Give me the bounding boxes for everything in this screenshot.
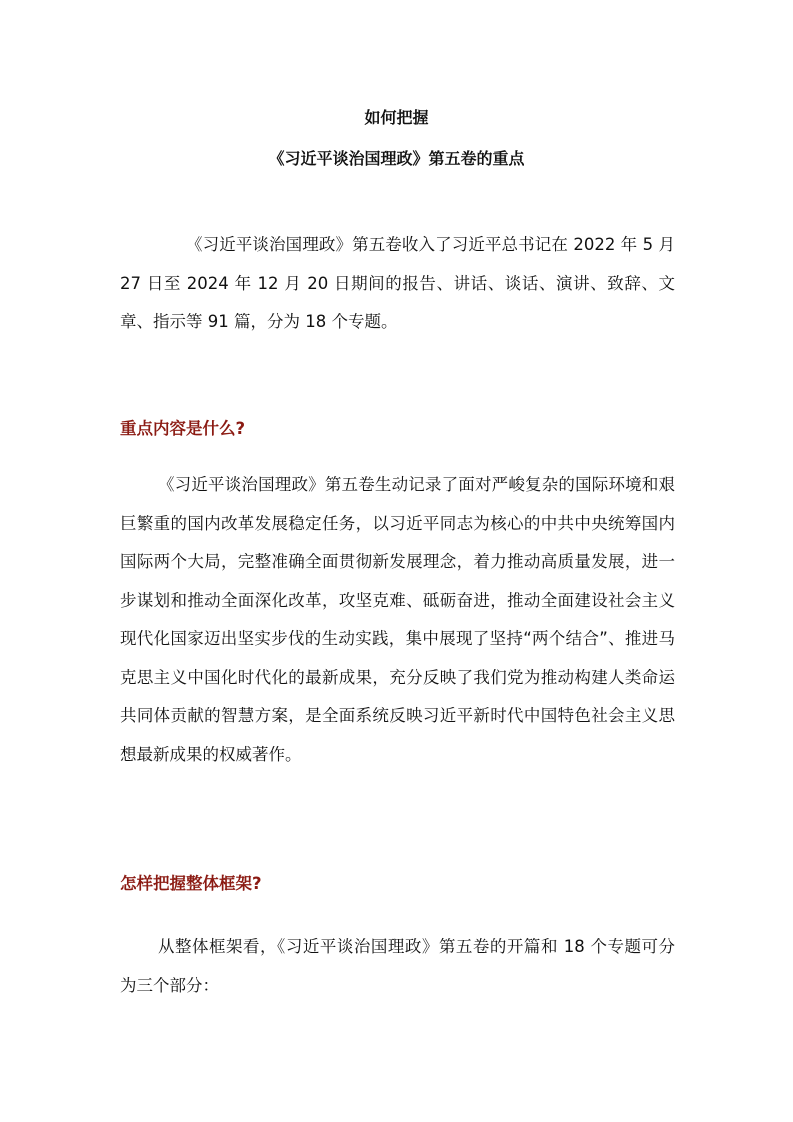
section-paragraph-framework: 从整体框架看，《习近平谈治国理政》第五卷的开篇和 18 个专题可分为三个部分： xyxy=(120,937,675,995)
section-paragraph-key-content: 《习近平谈治国理政》第五卷生动记录了面对严峻复杂的国际环境和艰巨繁重的国内改革发展稳定任务，以习近平同志为核心的中共中央统筹国内国际两个大局，完整准确全面贯彻新发展理念，着力推动高质量发展，进一步谋划和推动全面深化改革，攻坚克难、砥砺奋进，推动全面建设社会主义现代化国家迈出坚实步伐的生动实践，集中展现了坚持“两个结合”、推进马克思主义中国化时代化的最新成果，充分反映了我们党为推动构建人类命运共同体贡献的智慧方案，是全面系统反映习近平新时代中国特色社会主义思想最新成果的权威著作。 xyxy=(120,475,675,764)
document-title-line1: 如何把握 xyxy=(364,108,429,127)
intro-paragraph: 《习近平谈治国理政》第五卷收入了习近平总书记在 2022 年 5 月 27 日至 2024 年 12 月 20 日期间的报告、讲话、谈话、演讲、致辞、文章、指示等 91 篇，分为 18 个专题。 xyxy=(120,235,675,331)
section-heading-key-content: 重点内容是什么? xyxy=(120,419,246,438)
section-heading-framework: 怎样把握整体框架? xyxy=(120,874,262,893)
document-title-line2: 《习近平谈治国理政》第五卷的重点 xyxy=(268,149,525,168)
